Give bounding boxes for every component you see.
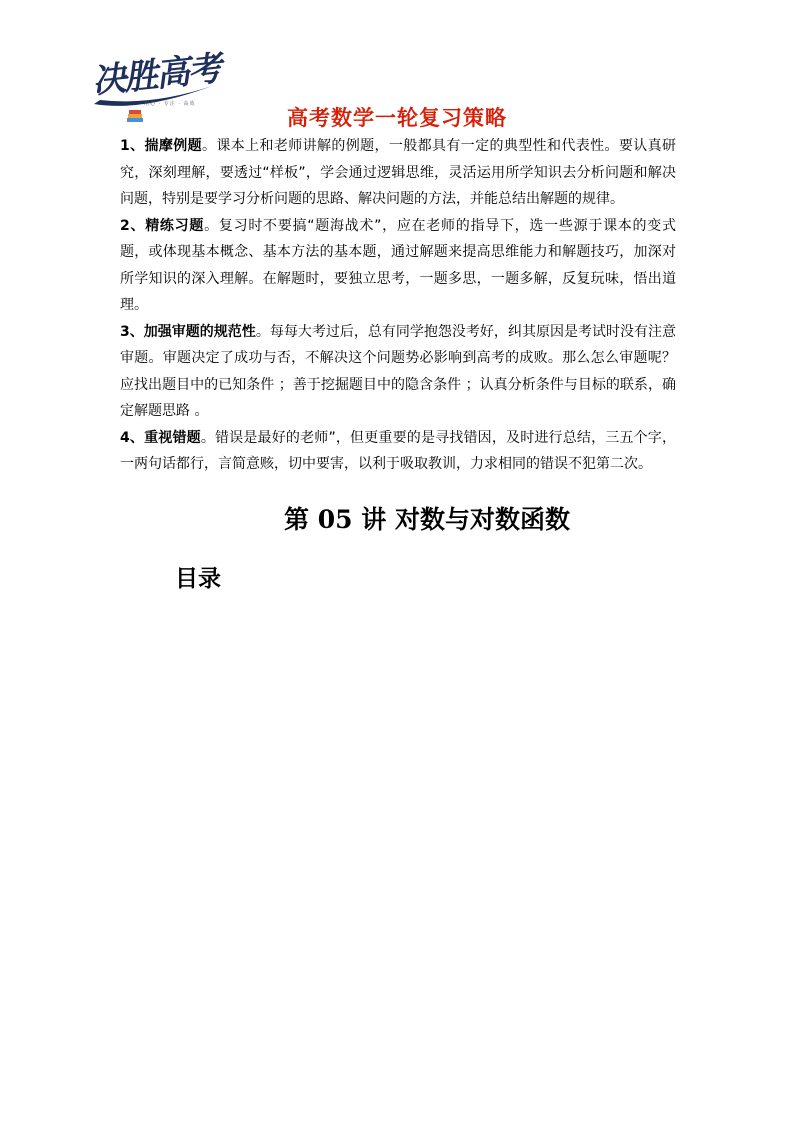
tips-list (120, 133, 676, 478)
toc-heading: 目录 (175, 566, 221, 592)
tip-item: 4、重视错题。错误是最好的老师”，但更重要的是寻找错因，及时进行总结，三五个字，一两句话都行，言简意赅，切中要害，以利于吸取教训，力求相同的错误不犯第二次。 (120, 429, 676, 472)
page-title: 高考数学一轮复习策略 (287, 106, 507, 130)
logo-tagline: 用心 · 专注 · 高效 (144, 101, 196, 107)
tip-item: 1、揣摩例题。课本上和老师讲解的例题，一般都具有一定的典型性和代表性。要认真研究，深刻理解，要透过“样板”，学会通过逻辑思维，灵活运用所学知识去分析问题和解决问题，特别是要学习分析问题的思路、解决问题的方法，并能总结出解题的规律。 (120, 138, 676, 207)
tip-item: 2、精练习题。复习时不要搞“题海战术”，应在老师的指导下，选一些源于课本的变式题，或体现基本概念、基本方法的基本题，通过解题来提高思维能力和解题技巧，加深对所学知识的深入理解。在解题时，要独立思考，一题多思，一题多解，反复玩味，悟出道理。 (120, 217, 676, 313)
lecture-title: 第 05 讲 对数与对数函数 (284, 505, 570, 534)
tip-item: 3、加强审题的规范性。每每大考过后，总有同学抱怨没考好，纠其原因是考试时没有注意审题。审题决定了成功与否，不解决这个问题势必影响到高考的成败。那么怎么审题呢？应找出题目中的已知条件 ；善于挖掘题目中的隐含条件 ；认真分析条件与目标的联系，确定解题思路 。 (120, 323, 677, 419)
logo-text: 决胜高考 (90, 48, 222, 102)
